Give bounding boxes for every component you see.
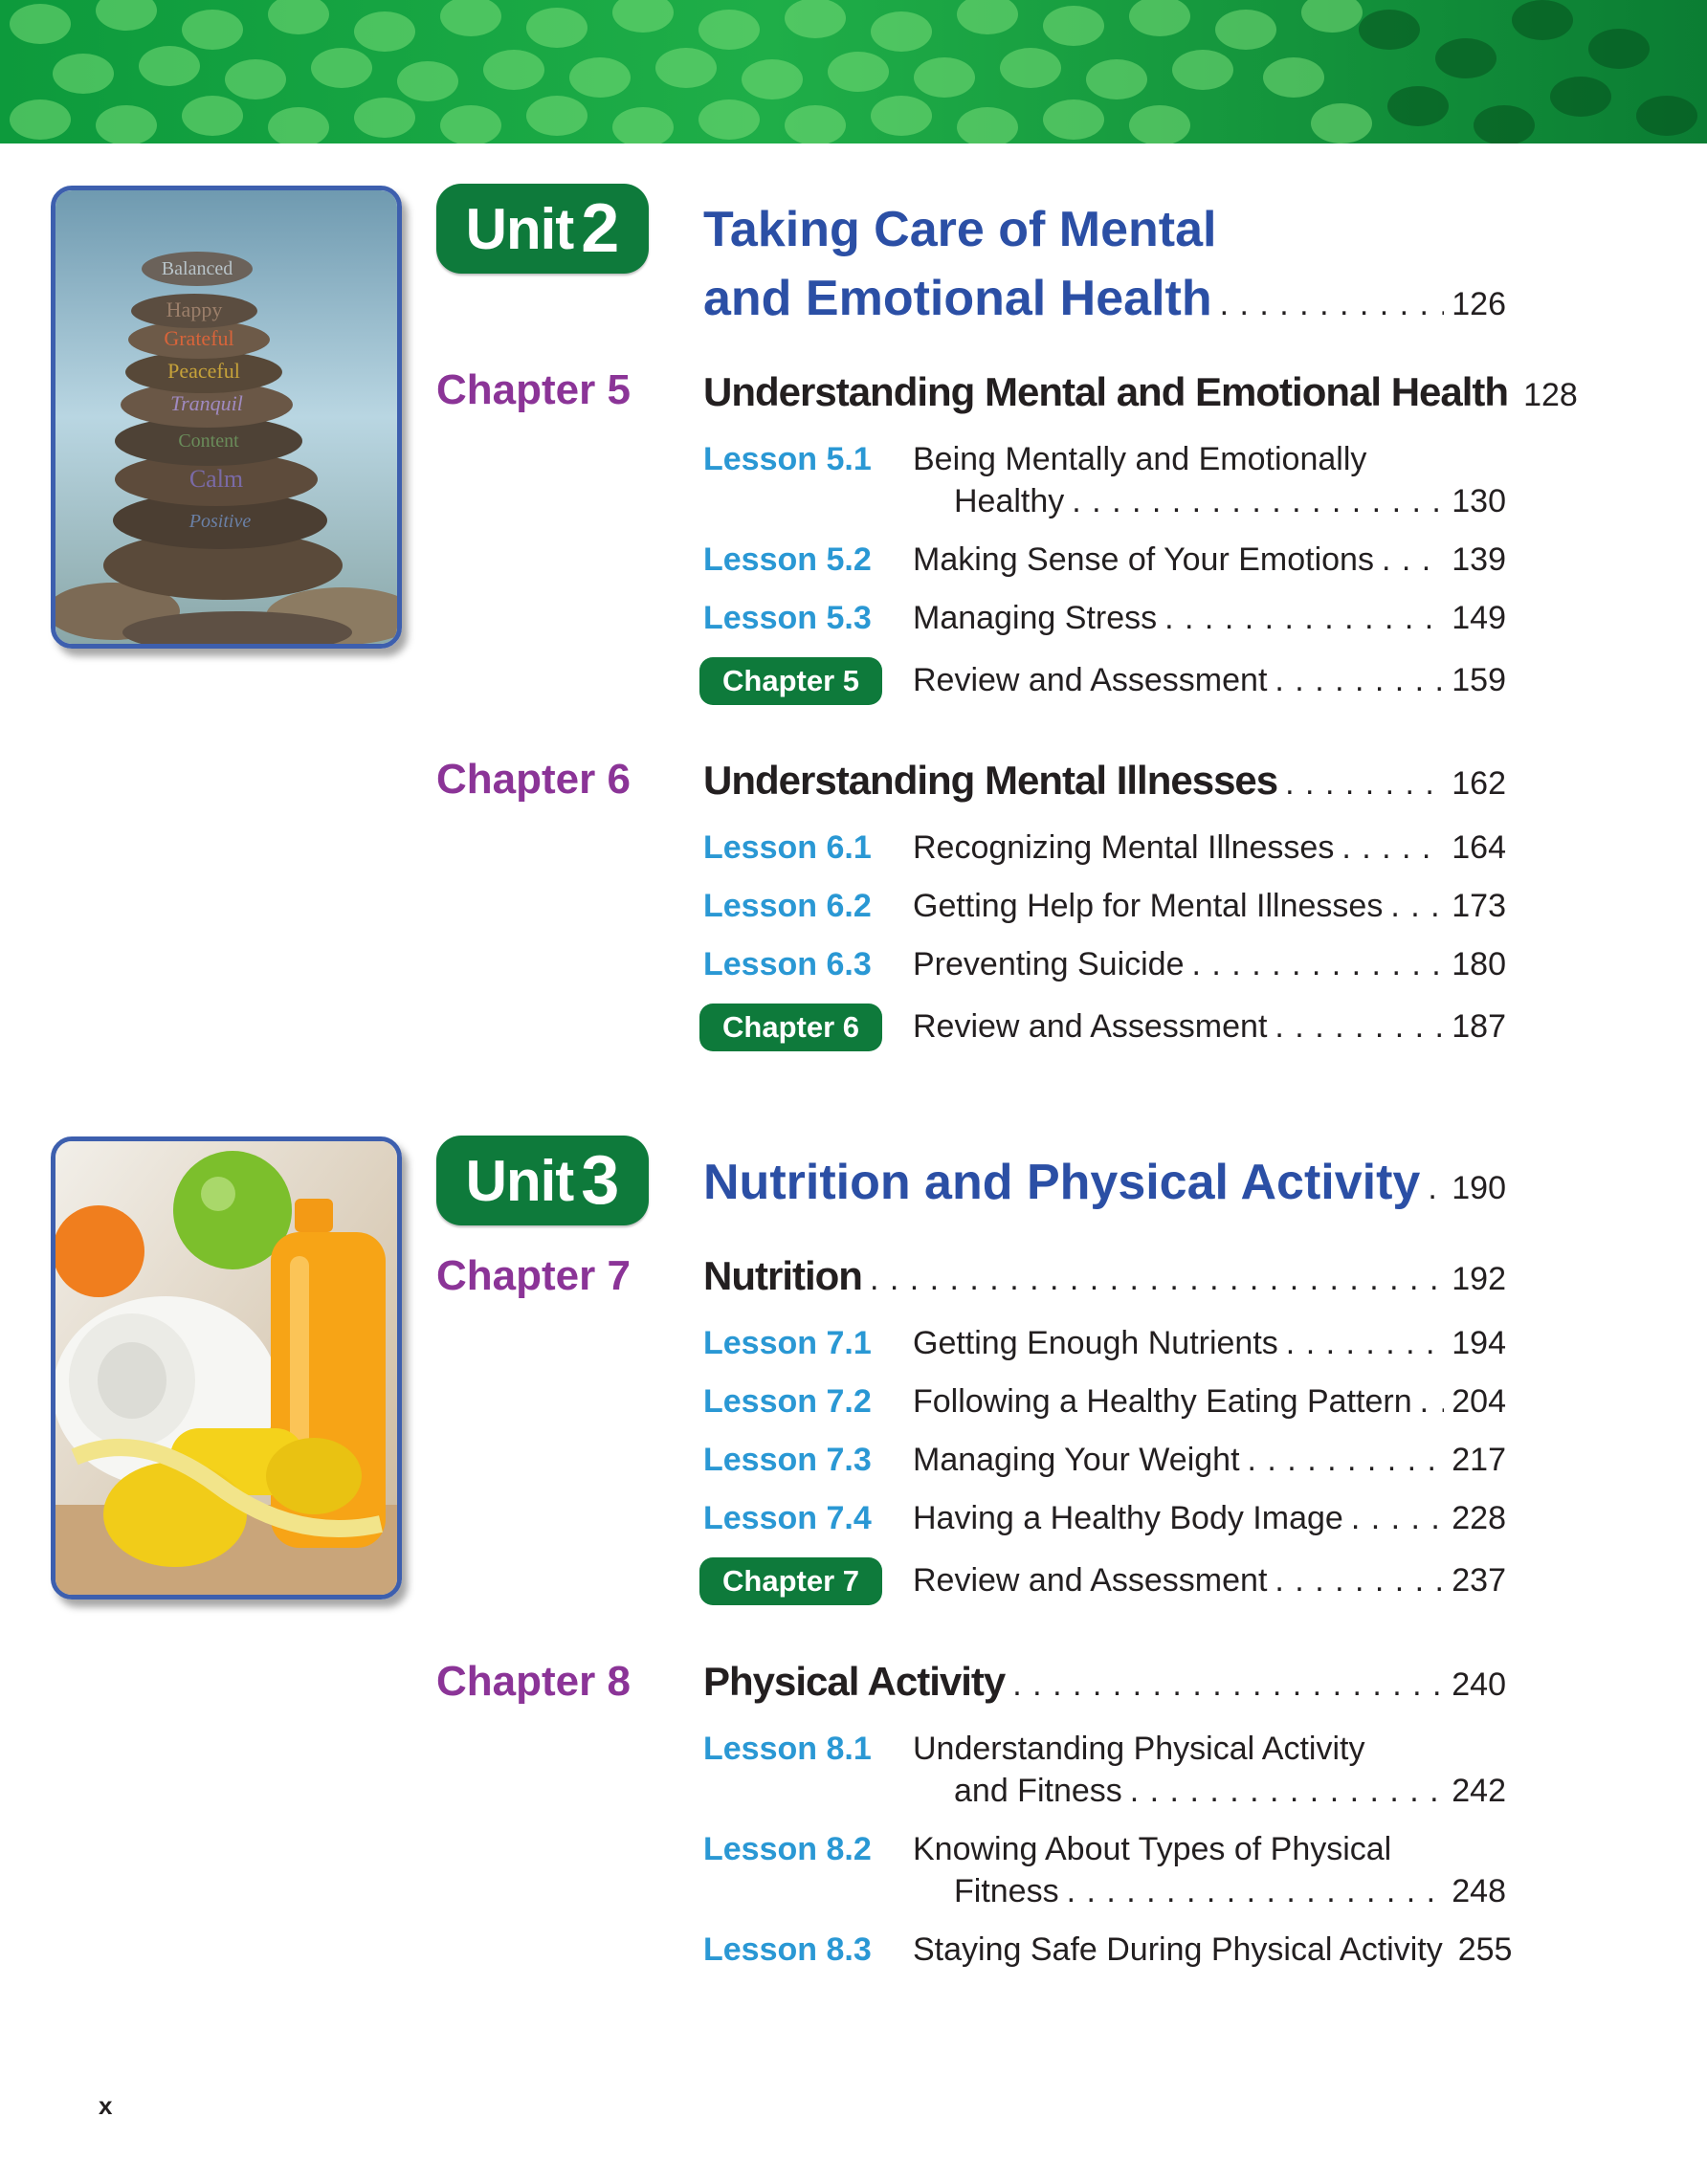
lesson-title: Getting Enough Nutrients bbox=[913, 1325, 1278, 1361]
unit-2-title-line2: and Emotional Health bbox=[703, 271, 1212, 326]
chapter-7-review-badge: Chapter 7 bbox=[699, 1557, 882, 1605]
dot-leader bbox=[1382, 539, 1444, 581]
review-title: Review and Assessment bbox=[913, 1562, 1268, 1599]
chapter-review-row[interactable] bbox=[913, 1559, 1506, 1601]
chapter-6-label: Chapter 6 bbox=[436, 756, 631, 803]
unit-number: 3 bbox=[581, 1142, 620, 1219]
lesson-label: Lesson 8.3 bbox=[703, 1931, 872, 1968]
dot-leader bbox=[1130, 1770, 1445, 1812]
lesson-row[interactable] bbox=[913, 1380, 1506, 1423]
chapter-7-label: Chapter 7 bbox=[436, 1252, 631, 1299]
lesson-label: Lesson 7.2 bbox=[703, 1383, 872, 1420]
lesson-title-line1[interactable]: Being Mentally and Emotionally bbox=[913, 441, 1367, 477]
stone-word: Grateful bbox=[164, 326, 234, 350]
lesson-label: Lesson 6.2 bbox=[703, 888, 872, 924]
page-ref: 190 bbox=[1452, 1170, 1506, 1206]
stone-word: Happy bbox=[166, 298, 223, 321]
dot-leader bbox=[1275, 1005, 1444, 1048]
dot-leader bbox=[1220, 270, 1445, 339]
dot-leader bbox=[1351, 1497, 1444, 1539]
lesson-row[interactable] bbox=[913, 827, 1506, 869]
lesson-title: Getting Help for Mental Illnesses bbox=[913, 888, 1384, 924]
page-ref: 228 bbox=[1452, 1500, 1506, 1536]
lesson-title: Having a Healthy Body Image bbox=[913, 1500, 1343, 1536]
lesson-label: Lesson 7.4 bbox=[703, 1500, 872, 1536]
page-ref: 180 bbox=[1452, 946, 1506, 982]
unit-word: Unit bbox=[465, 1148, 574, 1213]
lesson-label: Lesson 8.1 bbox=[703, 1731, 872, 1767]
stone-word: Content bbox=[178, 430, 239, 452]
dot-leader bbox=[1192, 943, 1445, 985]
fitness-items-photo bbox=[51, 1136, 402, 1599]
review-title: Review and Assessment bbox=[913, 662, 1268, 698]
chapter-title: Understanding Mental Illnesses bbox=[703, 758, 1278, 803]
dot-leader bbox=[1072, 480, 1444, 522]
chapter-title: Nutrition bbox=[703, 1253, 862, 1298]
page-ref: 162 bbox=[1452, 765, 1506, 802]
unit-2-title-row[interactable] bbox=[703, 264, 1506, 339]
dot-leader bbox=[870, 1254, 1444, 1304]
page-ref: 173 bbox=[1452, 888, 1506, 924]
page-ref: 240 bbox=[1452, 1666, 1506, 1703]
lesson-row[interactable] bbox=[913, 885, 1506, 927]
lesson-row[interactable] bbox=[913, 1929, 1513, 1971]
lesson-label: Lesson 6.1 bbox=[703, 829, 872, 866]
page-ref: 126 bbox=[1452, 286, 1506, 322]
dot-leader bbox=[1390, 885, 1444, 927]
page-ref: 237 bbox=[1452, 1562, 1506, 1599]
lesson-label: Lesson 5.1 bbox=[703, 441, 872, 477]
page-ref: 192 bbox=[1452, 1261, 1506, 1297]
unit-word: Unit bbox=[465, 196, 574, 261]
stone-word: Positive bbox=[188, 511, 252, 532]
lesson-row[interactable] bbox=[954, 1870, 1506, 1912]
lesson-label: Lesson 5.2 bbox=[703, 541, 872, 578]
lesson-title: Making Sense of Your Emotions bbox=[913, 541, 1374, 578]
page-ref: 194 bbox=[1452, 1325, 1506, 1361]
page-ref: 242 bbox=[1452, 1773, 1506, 1809]
review-title: Review and Assessment bbox=[913, 1008, 1268, 1045]
dot-leader bbox=[1275, 659, 1444, 701]
dot-leader bbox=[1428, 1154, 1444, 1223]
chapter-review-row[interactable] bbox=[913, 659, 1506, 701]
dot-leader bbox=[1067, 1870, 1445, 1912]
lesson-row[interactable] bbox=[913, 1497, 1506, 1539]
stone-word: Balanced bbox=[161, 258, 233, 279]
dot-leader bbox=[1420, 1380, 1445, 1423]
chapter-6-row[interactable] bbox=[703, 756, 1506, 808]
lesson-title: Staying Safe During Physical Activity bbox=[913, 1931, 1443, 1968]
stone-word: Calm bbox=[188, 465, 244, 493]
lesson-title: Managing Your Weight bbox=[913, 1442, 1240, 1478]
dot-leader bbox=[1012, 1660, 1444, 1710]
page-ref: 149 bbox=[1452, 600, 1506, 636]
lesson-label: Lesson 6.3 bbox=[703, 946, 872, 982]
unit-2-badge bbox=[436, 184, 649, 274]
page-ref: 217 bbox=[1452, 1442, 1506, 1478]
lesson-row[interactable] bbox=[913, 1439, 1506, 1481]
chapter-title: Physical Activity bbox=[703, 1659, 1006, 1704]
lesson-label: Lesson 8.2 bbox=[703, 1831, 872, 1867]
lesson-label: Lesson 7.3 bbox=[703, 1442, 872, 1478]
unit-3-title-row[interactable] bbox=[703, 1148, 1506, 1223]
page-ref: 248 bbox=[1452, 1873, 1506, 1909]
lesson-title-line1[interactable]: Understanding Physical Activity bbox=[913, 1731, 1365, 1767]
page-ref: 159 bbox=[1452, 662, 1506, 698]
unit-3-badge bbox=[436, 1136, 649, 1225]
lesson-title-line2: Healthy bbox=[954, 483, 1065, 519]
dot-leader bbox=[1341, 827, 1444, 869]
page-ref: 187 bbox=[1452, 1008, 1506, 1045]
lesson-title-line2: and Fitness bbox=[954, 1773, 1122, 1809]
stone-word: Peaceful bbox=[167, 359, 240, 383]
dot-leader bbox=[1164, 597, 1444, 639]
chapter-8-label: Chapter 8 bbox=[436, 1658, 631, 1705]
lesson-title-line1[interactable]: Knowing About Types of Physical bbox=[913, 1831, 1392, 1867]
chapter-7-row[interactable] bbox=[703, 1251, 1506, 1304]
dot-leader bbox=[1286, 1322, 1444, 1364]
unit-2-title-line1: Taking Care of Mental bbox=[703, 202, 1217, 257]
lesson-row[interactable] bbox=[913, 943, 1506, 985]
unit-number: 2 bbox=[581, 190, 620, 267]
lesson-row[interactable] bbox=[954, 1770, 1506, 1812]
page-ref: 130 bbox=[1452, 483, 1506, 519]
chapter-8-row[interactable] bbox=[703, 1657, 1506, 1710]
chapter-5-label: Chapter 5 bbox=[436, 366, 631, 413]
chapter-6-review-badge: Chapter 6 bbox=[699, 1004, 882, 1051]
lesson-title-line2: Fitness bbox=[954, 1873, 1059, 1909]
chapter-review-row[interactable] bbox=[913, 1005, 1506, 1048]
lesson-label: Lesson 5.3 bbox=[703, 600, 872, 636]
lesson-label: Lesson 7.1 bbox=[703, 1325, 872, 1361]
page-ref: 128 bbox=[1523, 377, 1578, 413]
unit-3-title: Nutrition and Physical Activity bbox=[703, 1155, 1421, 1210]
lesson-title: Following a Healthy Eating Pattern bbox=[913, 1383, 1412, 1420]
stone-word: Tranquil bbox=[170, 391, 243, 415]
page-ref: 255 bbox=[1457, 1931, 1513, 1968]
lesson-title: Recognizing Mental Illnesses bbox=[913, 829, 1335, 866]
lesson-row[interactable] bbox=[913, 1322, 1506, 1364]
page-ref: 139 bbox=[1452, 541, 1506, 578]
stacked-stones-photo bbox=[51, 186, 402, 649]
page-number: x bbox=[99, 2091, 113, 2120]
dot-leader bbox=[1248, 1439, 1445, 1481]
page-ref: 204 bbox=[1452, 1383, 1506, 1420]
dot-leader bbox=[1275, 1559, 1444, 1601]
page-ref: 164 bbox=[1452, 829, 1506, 866]
lesson-title: Managing Stress bbox=[913, 600, 1158, 636]
lesson-title: Preventing Suicide bbox=[913, 946, 1185, 982]
chapter-5-review-badge: Chapter 5 bbox=[699, 657, 882, 705]
top-banner bbox=[0, 0, 1707, 143]
chapter-title: Understanding Mental and Emotional Health bbox=[703, 369, 1509, 414]
lesson-row[interactable] bbox=[954, 480, 1506, 522]
dot-leader bbox=[1285, 759, 1444, 808]
lesson-row[interactable] bbox=[913, 539, 1506, 581]
lesson-row[interactable] bbox=[913, 597, 1506, 639]
chapter-5-row[interactable] bbox=[703, 367, 1578, 420]
